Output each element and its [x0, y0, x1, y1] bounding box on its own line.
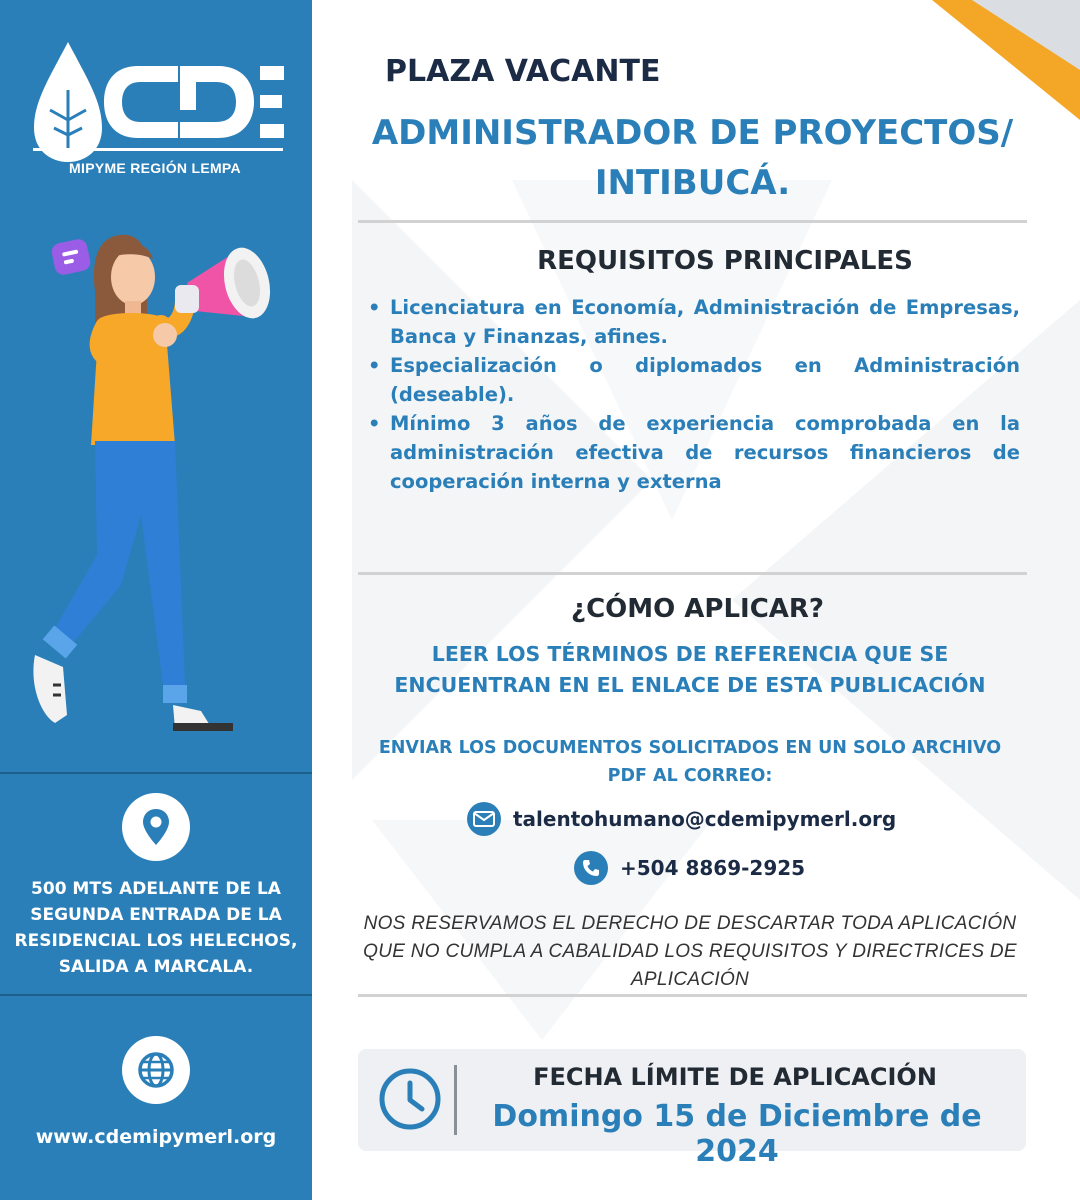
sidebar	[0, 0, 312, 1200]
logo-subtitle: MIPYME REGIÓN LEMPA	[69, 160, 241, 176]
vacancy-kicker: PLAZA VACANTE	[385, 54, 661, 89]
apply-instruction-read-terms: LEER LOS TÉRMINOS DE REFERENCIA QUE SE ENCUENTRAN EN EL ENLACE DE ESTA PUBLICACIÓN	[394, 642, 986, 697]
email-address[interactable]: talentohumano@cdemipymerl.org	[513, 807, 897, 831]
phone-icon	[574, 851, 608, 885]
email-contact[interactable]	[467, 802, 896, 836]
deadline-divider	[454, 1065, 457, 1135]
disclaimer-text: NOS RESERVAMOS EL DERECHO DE DESCARTAR TODA APLICACIÓN QUE NO CUMPLA A CABALIDAD LOS REQUISITOS Y DIRECTRICES DE APLICACIÓN	[363, 913, 1017, 990]
section-divider	[358, 572, 1027, 575]
requirement-item: • Licenciatura en Economía, Administración de Empresas, Banca y Finanzas, afines.	[368, 293, 1020, 351]
deadline-date: Domingo 15 de Diciembre de 2024	[492, 1099, 982, 1169]
website-link[interactable]: www.cdemipymerl.org	[35, 1126, 277, 1148]
globe-icon	[122, 1036, 190, 1104]
section-divider	[358, 994, 1027, 997]
sidebar-divider	[0, 994, 312, 996]
apply-instruction-send-docs: ENVIAR LOS DOCUMENTOS SOLICITADOS EN UN SOLO ARCHIVO PDF AL CORREO:	[378, 738, 1002, 786]
deadline-label: FECHA LÍMITE DE APLICACIÓN	[533, 1063, 937, 1091]
phone-contact[interactable]	[574, 851, 805, 885]
mail-icon	[467, 802, 501, 836]
apply-title: ¿CÓMO APLICAR?	[570, 594, 825, 624]
sidebar-divider	[0, 772, 312, 774]
requirement-item: • Mínimo 3 años de experiencia comprobada en la administración efectiva de recursos financieros de cooperación interna y externa	[368, 409, 1020, 496]
job-title: ADMINISTRADOR DE PROYECTOS/ INTIBUCÁ.	[371, 113, 1014, 203]
section-divider	[358, 220, 1027, 223]
woman-megaphone-illustration	[25, 215, 295, 760]
requirements-list	[368, 293, 1020, 496]
requirements-title: REQUISITOS PRINCIPALES	[537, 246, 913, 276]
location-pin-icon	[122, 793, 190, 861]
requirement-item: • Especialización o diplomados en Administración (deseable).	[368, 351, 1020, 409]
office-address: 500 MTS ADELANTE DE LA SEGUNDA ENTRADA DE LA RESIDENCIAL LOS HELECHOS, SALIDA A MARCALA.	[14, 879, 298, 977]
clock-icon	[378, 1067, 442, 1131]
phone-number[interactable]: +504 8869-2925	[620, 856, 806, 880]
